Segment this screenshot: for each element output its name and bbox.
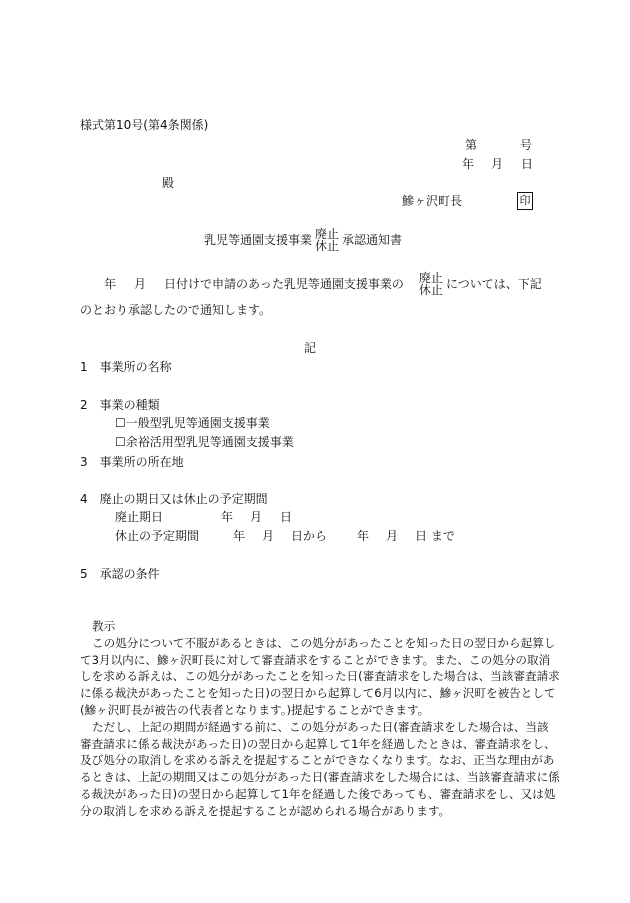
intro-line-1	[80, 272, 540, 296]
seal-mark: 印	[517, 192, 533, 210]
item-5: 5 承認の条件	[80, 567, 160, 581]
item-2-option-surplus: ☐余裕活用型乳児等通園支援事業	[115, 435, 294, 449]
addressee-suffix: 殿	[162, 176, 175, 190]
intro-stack-bottom: 休止	[418, 283, 443, 297]
abolish-month: 月	[250, 510, 263, 524]
doc-number-go: 号	[520, 138, 533, 152]
item-3: 3 事業所の所在地	[80, 455, 184, 469]
suspend-year-start: 年	[233, 529, 246, 543]
title-stack-top: 廃止	[315, 227, 340, 241]
abolish-year: 年	[221, 510, 234, 524]
issuer-name: 鰺ヶ沢町長	[402, 194, 463, 208]
item-1: 1 事業所の名称	[80, 360, 172, 374]
intro-year: 年	[104, 277, 117, 291]
intro-month: 月	[134, 277, 147, 291]
item-2: 2 事業の種類	[80, 398, 160, 412]
date-year: 年	[462, 157, 475, 171]
intro-stack-top: 廃止	[418, 271, 443, 285]
doc-number-dai: 第	[465, 138, 478, 152]
intro-tail: については、下記	[445, 277, 542, 291]
instruction-heading: 教示	[92, 619, 116, 633]
document-title	[204, 228, 402, 252]
title-prefix: 乳児等通園支援事業	[204, 233, 313, 247]
title-stack-bottom: 休止	[315, 239, 340, 253]
intro-abolish-suspend-stack	[419, 272, 443, 296]
suspend-year-end: 年	[357, 529, 370, 543]
ki-heading: 記	[304, 341, 317, 355]
title-suffix: 承認通知書	[342, 233, 403, 247]
abolish-day: 日	[280, 510, 293, 524]
intro-line-2: のとおり承認したので通知します。	[80, 303, 272, 317]
suspend-from: 日から	[291, 529, 328, 543]
appeal-instruction	[80, 618, 560, 820]
suspend-period-label: 休止の予定期間	[115, 529, 200, 543]
suspend-month-end: 月	[386, 529, 399, 543]
suspend-month-start: 月	[262, 529, 275, 543]
intro-text: 日付けで申請のあった乳児等通園支援事業の	[164, 277, 404, 291]
title-abolish-suspend-stack	[315, 228, 339, 252]
item-4: 4 廃止の期日又は休止の予定期間	[80, 492, 268, 506]
date-month: 月	[491, 157, 504, 171]
item-2-option-general: ☐一般型乳児等通園支援事業	[115, 416, 270, 430]
form-label: 様式第10号(第4条関係)	[80, 118, 209, 132]
date-day: 日	[521, 157, 534, 171]
abolish-date-label: 廃止期日	[115, 510, 164, 524]
instruction-paragraph-2: ただし、上記の期間が経過する前に、この処分があった日(審査請求をした場合は、当該審査請求に係る裁決があった日)の翌日から起算して1年を経過したときは、審査請求をし、及び処分の取消しを求める訴えを提起することができなくなります。なお、正当な理由があるときは、上記の期間又はこの処分があった日(審査請求をした場合には、当該審査請求に係る裁決があった日)の翌日から起算して1年を経過した後であっても、審査請求をし、又は処分の取消しを求める訴えを提起することが認められる場合があります。	[80, 719, 560, 818]
instruction-paragraph-1: この処分について不服があるときは、この処分があったことを知った日の翌日から起算して3月以内に、鰺ヶ沢町長に対して審査請求をすることができます。また、この処分の取消しを求める訴えは、この処分があったことを知った日(審査請求をした場合は、当該審査請求に係る裁決があったことを知った日)の翌日から起算して6月以内に、鰺ヶ沢町を被告として(鰺ヶ沢町長が被告の代表者となります。)提起することができます。	[80, 635, 560, 717]
suspend-until: 日 まで	[415, 529, 455, 543]
